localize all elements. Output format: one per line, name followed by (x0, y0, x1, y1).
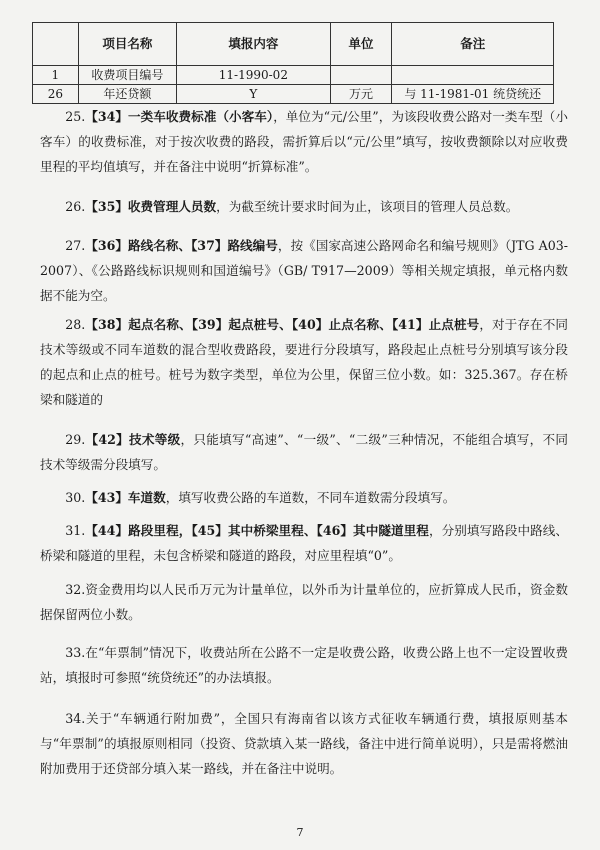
table-header-cell (33, 23, 79, 66)
table-cell: Y (177, 85, 330, 104)
paragraph-bold: 【38】起点名称、【39】起点桩号、【40】止点名称、【41】止点桩号 (85, 317, 480, 332)
paragraph-27 (40, 233, 568, 308)
table-row (33, 85, 554, 104)
paragraph-text: ，按《国家高速公路网命名和编号规则》（JTG A03-2007）、《公路路线标识规则和国道编号》（GB/ T917—2009）等相关规定填报，单元格内数据不能为空。 (40, 238, 568, 303)
table-header-cell: 备注 (392, 23, 554, 66)
table-header-row (33, 23, 554, 66)
paragraph-number: 29. (65, 432, 86, 447)
table-cell: 26 (33, 85, 79, 104)
table-cell: 11-1990-02 (177, 66, 330, 85)
table-cell (392, 66, 554, 85)
paragraph-number: 27. (65, 238, 86, 253)
table-cell: 收费项目编号 (78, 66, 177, 85)
paragraph-29 (40, 427, 568, 477)
form-table (32, 22, 554, 104)
table-header-cell: 项目名称 (78, 23, 177, 66)
paragraph-bold: 【36】路线名称、【37】路线编号 (85, 238, 278, 253)
paragraph-bold: 【43】车道数 (85, 490, 166, 505)
table-cell (330, 66, 392, 85)
table-header-cell: 单位 (330, 23, 392, 66)
paragraph-bold: 【44】路段里程，【45】其中桥梁里程、【46】其中隧道里程 (85, 523, 429, 538)
paragraph-30 (40, 485, 568, 510)
page-number: 7 (296, 826, 304, 839)
paragraph-number: 31. (65, 523, 86, 538)
paragraph-text: 关于“车辆通行附加费”，全国只有海南省以该方式征收车辆通行费，填报原则基本与“年票制”的填报原则相同（投资、贷款填入某一路线，备注中进行简单说明），只是需将燃油附加费用于还贷部分填入某一路线，并在备注中说明。 (40, 711, 568, 776)
paragraph-26 (40, 194, 568, 219)
table-cell: 与 11-1981-01 统贷统还 (392, 85, 554, 104)
paragraph-number: 26. (65, 199, 86, 214)
paragraph-bold: 【34】一类车收费标准（小客车） (85, 109, 274, 124)
paragraph-text: ，填写收费公路的车道数，不同车道数需分段填写。 (165, 490, 456, 505)
paragraph-number: 30. (65, 490, 86, 505)
paragraph-31 (40, 518, 568, 568)
paragraph-text: ，分别填写路段中路线、桥梁和隧道的里程，未包含桥梁和隧道的路段，对应里程填“0”。 (40, 523, 568, 563)
paragraph-text: 资金费用均以人民币万元为计量单位，以外币为计量单位的，应折算成人民币，资金数据保留两位小数。 (40, 582, 568, 622)
table-header-cell: 填报内容 (177, 23, 330, 66)
paragraph-number: 33. (65, 645, 86, 660)
table-row (33, 66, 554, 85)
paragraph-number: 32. (65, 582, 86, 597)
paragraph-number: 28. (65, 317, 86, 332)
paragraph-number: 25. (65, 109, 86, 124)
paragraph-number: 34. (65, 711, 86, 726)
paragraph-text: ，只能填写“高速”、“一级”、“二级”三种情况，不能组合填写，不同技术等级需分段填写。 (40, 432, 568, 472)
paragraph-bold: 【42】技术等级 (85, 432, 181, 447)
paragraph-text: ，单位为“元/公里”，为该段收费公路对一类车型（小客车）的收费标准，对于按次收费的路段，需折算后以“元/公里”填写，按收费额除以对应收费里程的平均值填写，并在备注中说明“折算标准”。 (40, 109, 568, 174)
table-cell: 1 (33, 66, 79, 85)
table-cell: 年还贷额 (78, 85, 177, 104)
paragraph-text: ，对于存在不同技术等级或不同车道数的混合型收费路段，要进行分段填写，路段起止点桩号分别填写该分段的起点和止点的桩号。桩号为数字类型，单位为公里，保留三位小数。如：325.367。存在桥梁和隧道的 (40, 317, 569, 407)
paragraph-25 (40, 104, 568, 179)
paragraph-text: ，为截至统计要求时间为止，该项目的管理人员总数。 (216, 199, 519, 214)
paragraph-28 (40, 312, 568, 412)
paragraph-33 (40, 640, 568, 690)
paragraph-34 (40, 706, 568, 781)
paragraph-text: 在“年票制”情况下，收费站所在公路不一定是收费公路，收费公路上也不一定设置收费站，填报时可参照“统贷统还”的办法填报。 (40, 645, 568, 685)
paragraph-32 (40, 577, 568, 627)
paragraph-bold: 【35】收费管理人员数 (85, 199, 217, 214)
table-cell: 万元 (330, 85, 392, 104)
